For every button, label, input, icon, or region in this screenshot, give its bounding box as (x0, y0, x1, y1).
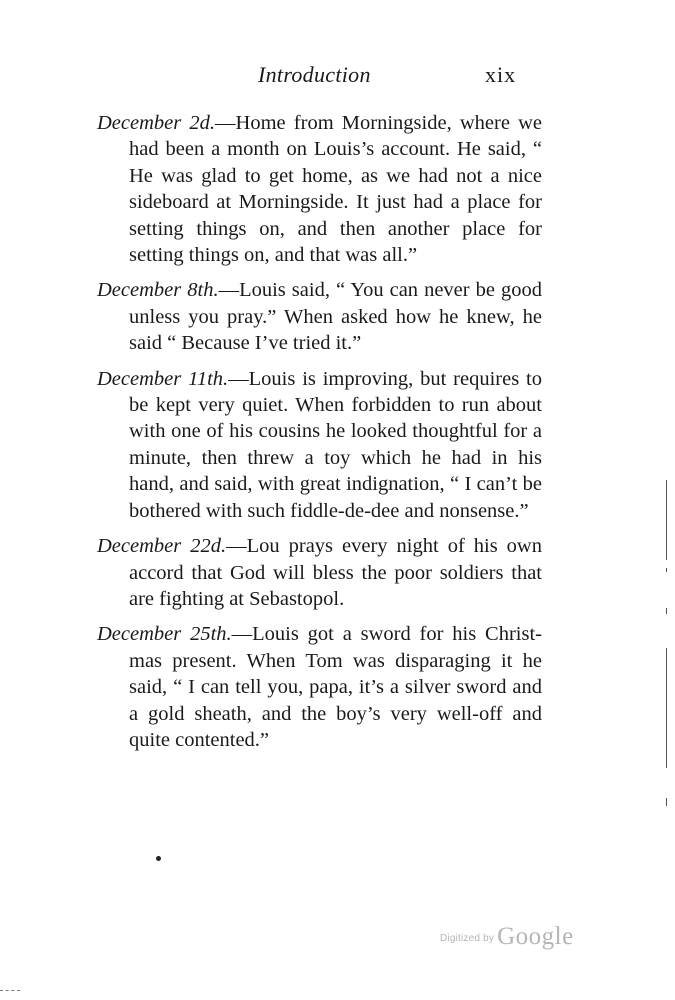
entry-text: —Louis is improving, but requires to be kept very quiet. When forbidden to run about with one of his cousins he looked thoughtful for a minute, then threw a toy which he had in his hand, and said, with great indignation, “ I can’t be bothered with such fiddle-de-dee and nonsense.” (129, 367, 542, 522)
page-number: xix (485, 62, 517, 87)
entry-date: December 11th. (97, 367, 229, 390)
scan-edge-mark (666, 608, 667, 614)
scan-edge-marks (664, 480, 670, 820)
entry-date: December 8th. (97, 279, 219, 302)
running-head (0, 62, 675, 92)
diary-entry (97, 621, 542, 753)
scan-edge-mark (666, 568, 667, 572)
running-title: Introduction (258, 62, 371, 87)
diary-entries (97, 110, 542, 762)
diary-entry (97, 366, 542, 524)
digitized-watermark (440, 923, 574, 951)
diary-entry (97, 533, 542, 612)
scan-edge-mark (666, 648, 667, 768)
ink-speck (156, 856, 161, 861)
entry-text: —Louis said, “ You can never be good unless you pray.” When asked how he knew, he said “ Because I’ve tried it.” (129, 279, 542, 355)
entry-text: —Lou prays every night of his own accord that God will bless the poor soldiers that are fighting at Sebastopol. (129, 535, 542, 610)
entry-text: —Louis got a sword for his Christmas present. When Tom was disparaging it he said, “ I can tell you, papa, it’s a silver sword and a gold sheath, and the boy’s very well-off and quite contented.” (129, 623, 542, 751)
entry-text: —Home from Morningside, where we had been a month on Louis’s account. He said, “ He was glad to get home, as we had not a nice sideboard at Morningside. It just had a place for setting things on, and then another place for setting things on, and that was all.” (129, 112, 543, 267)
scan-edge-mark (666, 480, 667, 560)
entry-date: December 25th. (97, 623, 232, 646)
entry-date: December 22d. (97, 535, 227, 558)
scan-edge-mark (666, 798, 667, 806)
diary-entry (97, 277, 542, 356)
entry-date: December 2d. (97, 112, 216, 134)
watermark-prefix: Digitized by (440, 933, 495, 944)
scan-edge-dashes (0, 990, 20, 993)
diary-entry (97, 110, 542, 268)
watermark-brand: Google (497, 923, 574, 950)
